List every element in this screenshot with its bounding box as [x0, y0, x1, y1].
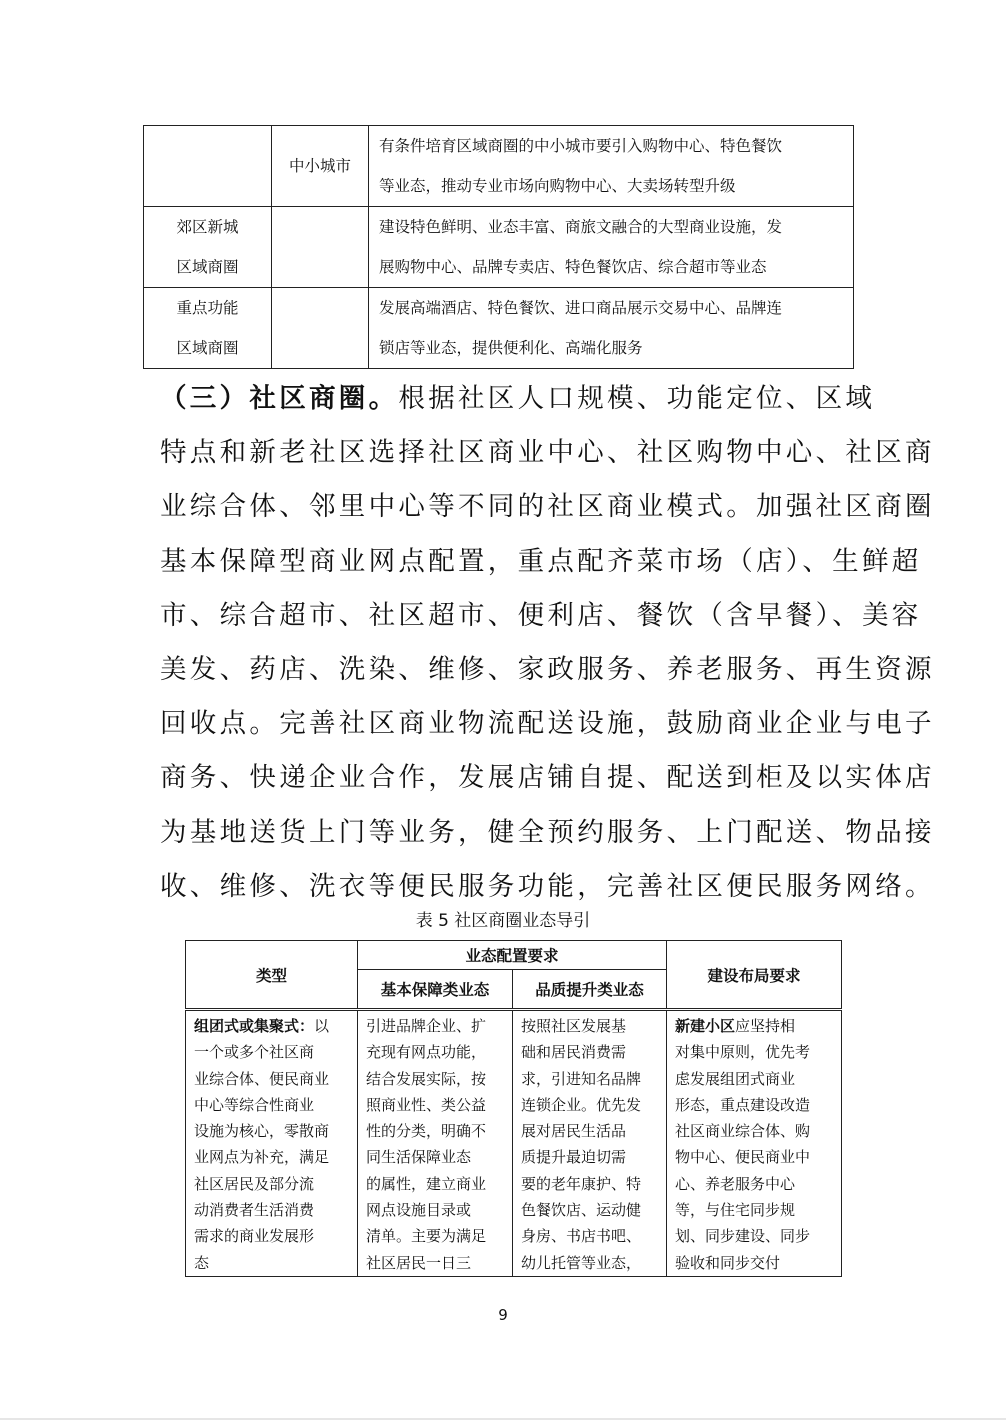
desc-cell — [369, 126, 854, 207]
cell-line: 引进品牌企业、扩 — [366, 1017, 487, 1035]
header-quality: 品质提升类业态 — [513, 970, 667, 1010]
bold-term: 新建小区 — [675, 1017, 736, 1035]
cell-line: 质提升最迫切需 — [521, 1148, 627, 1167]
table-caption: 表 5 社区商圈业态导引 — [415, 911, 591, 931]
paragraph-line: 业综合体、邻里中心等不同的社区商业模式。加强社区商圈 — [160, 491, 935, 523]
cell-line: 的属性，建立商业 — [366, 1174, 487, 1193]
cell-line: 身房、书店书吧、 — [521, 1227, 642, 1246]
cell-line: 需求的商业发展形 — [194, 1227, 315, 1246]
page-bottom-divider — [0, 1418, 1006, 1420]
paragraph-line: 基本保障型商业网点配置，重点配齐菜市场（店）、生鲜超 — [160, 545, 922, 577]
cell-line: 划、同步建设、同步 — [675, 1227, 811, 1246]
header-layout: 建设布局要求 — [667, 941, 842, 1010]
cell-line: 心、养老服务中心 — [675, 1174, 796, 1193]
cell-text: 以 — [314, 1017, 330, 1035]
cell-line — [675, 1013, 836, 1039]
cell-line: 展对居民生活品 — [521, 1122, 627, 1141]
cell-line: 物中心、便民商业中 — [675, 1148, 811, 1167]
paragraph-line — [160, 372, 876, 426]
cell-line: 充现有网点功能， — [366, 1043, 487, 1062]
paragraph-line: 收、维修、洗衣等便民服务功能，完善社区便民服务网络。 — [160, 870, 935, 902]
cell-line: 对集中原则，优先考 — [675, 1043, 811, 1062]
basic-cell — [358, 1010, 513, 1277]
area-line: 区域商圈 — [176, 339, 239, 357]
desc-line: 发展高端酒店、特色餐饮、进口商品展示交易中心、品牌连 — [379, 299, 783, 317]
paragraph-line: 市、综合超市、社区超市、便利店、餐饮（含早餐）、美容 — [160, 599, 922, 631]
desc-line: 等业态，推动专业市场向购物中心、大卖场转型升级 — [379, 177, 736, 195]
table-row — [186, 1010, 842, 1277]
paragraph-line: 为基地送货上门等业务，健全预约服务、上门配送、物品接 — [160, 816, 935, 848]
cell-text: 应坚持相 — [735, 1017, 796, 1035]
paragraph-line: 商务、快递企业合作，发展店铺自提、配送到柜及以实体店 — [160, 762, 935, 794]
cell-line: 色餐饮店、运动健 — [521, 1201, 642, 1220]
cell-line: 等，与住宅同步规 — [675, 1201, 796, 1220]
cell-line: 照商业性、类公益 — [366, 1095, 487, 1114]
desc-cell — [369, 207, 854, 288]
cell-line: 动消费者生活消费 — [194, 1201, 315, 1220]
cell-line: 社区居民一日三 — [366, 1253, 472, 1272]
cell-line: 虑发展组团式商业 — [675, 1069, 796, 1088]
area-line: 重点功能 — [176, 299, 239, 317]
desc-line: 展购物中心、品牌专卖店、特色餐饮店、综合超市等业态 — [379, 258, 767, 276]
cell-line: 础和居民消费需 — [521, 1043, 627, 1062]
community-district-paragraph — [160, 372, 935, 914]
table-header-row — [186, 941, 842, 970]
bold-term: 组团式或集聚式： — [194, 1017, 315, 1035]
type-cell — [186, 1010, 358, 1277]
paragraph-text: 根据社区人口规模、功能定位、区域 — [398, 383, 876, 414]
quality-cell — [513, 1010, 667, 1277]
cell-line: 验收和同步交付 — [675, 1253, 781, 1272]
cell-line: 形态，重点建设改造 — [675, 1095, 811, 1114]
table-row — [144, 126, 854, 207]
area-line: 区域商圈 — [176, 258, 239, 276]
type-label: 中小城市 — [288, 157, 351, 175]
area-cell — [144, 126, 272, 207]
cell-line: 设施为核心，零散商 — [194, 1122, 330, 1141]
cell-line: 态 — [194, 1253, 210, 1272]
desc-line: 有条件培育区域商圈的中小城市要引入购物中心、特色餐饮 — [379, 137, 783, 155]
cell-line: 中心等综合性商业 — [194, 1095, 315, 1114]
cell-line — [194, 1013, 352, 1039]
cell-line: 业网点为补充，满足 — [194, 1148, 330, 1167]
section-heading: （三）社区商圈。 — [160, 383, 399, 414]
cell-line: 幼儿托管等业态， — [521, 1253, 642, 1272]
cell-line: 性的分类，明确不 — [366, 1122, 487, 1141]
header-basic: 基本保障类业态 — [358, 970, 513, 1010]
paragraph-line: 特点和新老社区选择社区商业中心、社区购物中心、社区商 — [160, 437, 935, 469]
type-cell — [272, 288, 369, 369]
header-type: 类型 — [186, 941, 358, 1010]
cell-line: 社区商业综合体、购 — [675, 1122, 811, 1141]
area-cell — [144, 207, 272, 288]
area-cell — [144, 288, 272, 369]
cell-line: 按照社区发展基 — [521, 1017, 627, 1035]
desc-line: 建设特色鲜明、业态丰富、商旅文融合的大型商业设施，发 — [379, 218, 783, 236]
paragraph-line: 美发、药店、洗染、维修、家政服务、养老服务、再生资源 — [160, 653, 935, 685]
table-row — [144, 288, 854, 369]
commercial-district-table — [143, 125, 854, 369]
cell-line: 社区居民及部分流 — [194, 1174, 315, 1193]
cell-line: 求，引进知名品牌 — [521, 1069, 642, 1088]
type-cell — [272, 207, 369, 288]
cell-line: 结合发展实际，按 — [366, 1069, 487, 1088]
area-line: 郊区新城 — [176, 218, 239, 236]
cell-line: 网点设施目录或 — [366, 1201, 472, 1220]
paragraph-line: 回收点。完善社区商业物流配送设施，鼓励商业企业与电子 — [160, 708, 935, 740]
community-district-guide-table — [185, 940, 842, 1277]
cell-line: 连锁企业。优先发 — [521, 1095, 642, 1114]
cell-line: 一个或多个社区商 — [194, 1043, 315, 1062]
table-row — [144, 207, 854, 288]
type-cell — [272, 126, 369, 207]
desc-cell — [369, 288, 854, 369]
page-number: 9 — [498, 1306, 508, 1324]
cell-line: 业综合体、便民商业 — [194, 1069, 330, 1088]
header-config: 业态配置要求 — [358, 941, 667, 970]
cell-line: 清单。主要为满足 — [366, 1227, 487, 1246]
cell-line: 同生活保障业态 — [366, 1148, 472, 1167]
layout-cell — [667, 1010, 842, 1277]
cell-line: 要的老年康护、特 — [521, 1174, 642, 1193]
desc-line: 锁店等业态，提供便利化、高端化服务 — [379, 339, 643, 357]
